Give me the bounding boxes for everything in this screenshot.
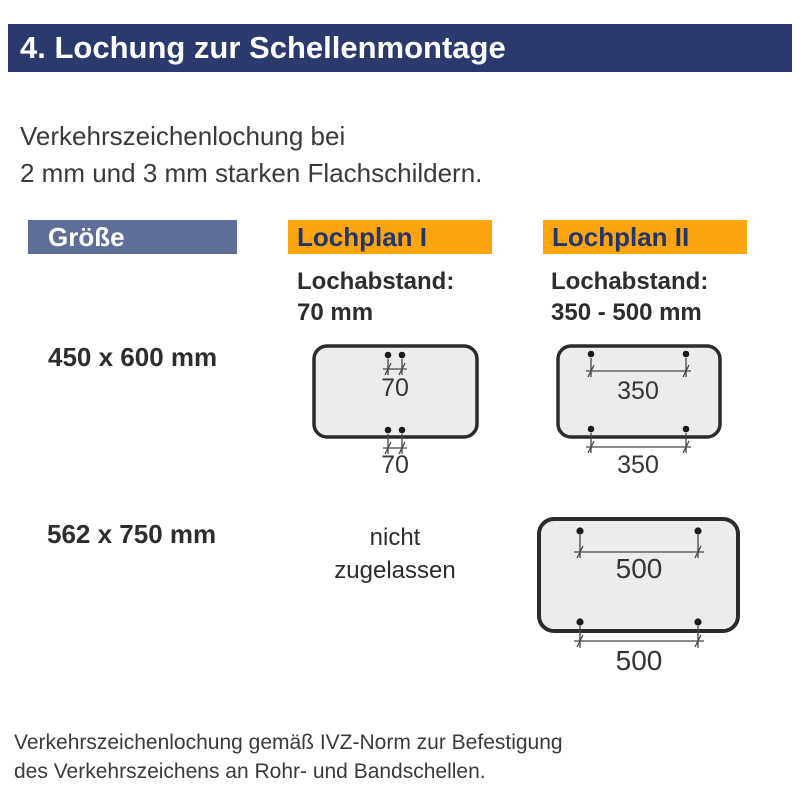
lochplan-2-subheader	[551, 266, 708, 328]
row-size-label-562x750: 562 x 750 mm	[47, 519, 217, 549]
footer-note	[14, 728, 563, 786]
lochplan-2-subheader-line-1: Lochabstand:	[551, 268, 709, 295]
mounting-hole-icon	[385, 352, 392, 359]
footer-line-2: des Verkehrszeichens an Rohr- und Bandschellen.	[14, 760, 486, 783]
not-permitted-line-1: nicht	[369, 524, 421, 551]
lochplan-1-subheader-line-2: 70 mm	[297, 299, 374, 326]
lochplan-1-subheader	[297, 266, 454, 328]
intro-line-1: Verkehrszeichenlochung bei	[20, 121, 346, 151]
mounting-hole-icon	[694, 618, 701, 625]
mounting-hole-icon	[399, 352, 406, 359]
mounting-hole-icon	[399, 427, 406, 434]
footer-line-1: Verkehrszeichenlochung gemäß IVZ-Norm zur Befestigung	[14, 731, 563, 754]
column-header-lochplan-1: Lochplan I	[288, 220, 492, 254]
mounting-hole-icon	[588, 351, 595, 358]
column-header-lochplan-2: Lochplan II	[543, 220, 747, 254]
lochplan-2-subheader-line-2: 350 - 500 mm	[551, 299, 702, 326]
page-title: 4. Lochung zur Schellenmontage	[8, 24, 792, 72]
dimension-label-bottom: 70	[381, 451, 409, 479]
intro-text	[20, 118, 482, 192]
lochplan-1-subheader-line-1: Lochabstand:	[297, 268, 455, 295]
mounting-hole-icon	[588, 426, 595, 433]
dimension-label-top: 350	[617, 377, 659, 405]
dimension-label-top: 70	[381, 374, 409, 402]
column-header-size: Größe	[28, 220, 237, 254]
intro-line-2: 2 mm und 3 mm starken Flachschildern.	[20, 158, 483, 188]
mounting-hole-icon	[683, 426, 690, 433]
not-permitted-line-2: zugelassen	[334, 557, 456, 584]
sign-diagram-562x750-lochplan-2	[520, 510, 780, 685]
row-size-label-450x600: 450 x 600 mm	[48, 342, 218, 372]
dimension-label-top: 500	[615, 553, 663, 584]
mounting-hole-icon	[694, 527, 701, 534]
sign-diagram-450x600-lochplan-2	[540, 340, 760, 490]
mounting-hole-icon	[576, 618, 583, 625]
dimension-label-bottom: 350	[617, 451, 659, 479]
sign-diagram-450x600-lochplan-1	[300, 340, 500, 490]
mounting-hole-icon	[576, 527, 583, 534]
not-permitted-note	[315, 521, 475, 587]
mounting-hole-icon	[683, 351, 690, 358]
mounting-hole-icon	[385, 427, 392, 434]
dimension-label-bottom: 500	[615, 645, 663, 676]
